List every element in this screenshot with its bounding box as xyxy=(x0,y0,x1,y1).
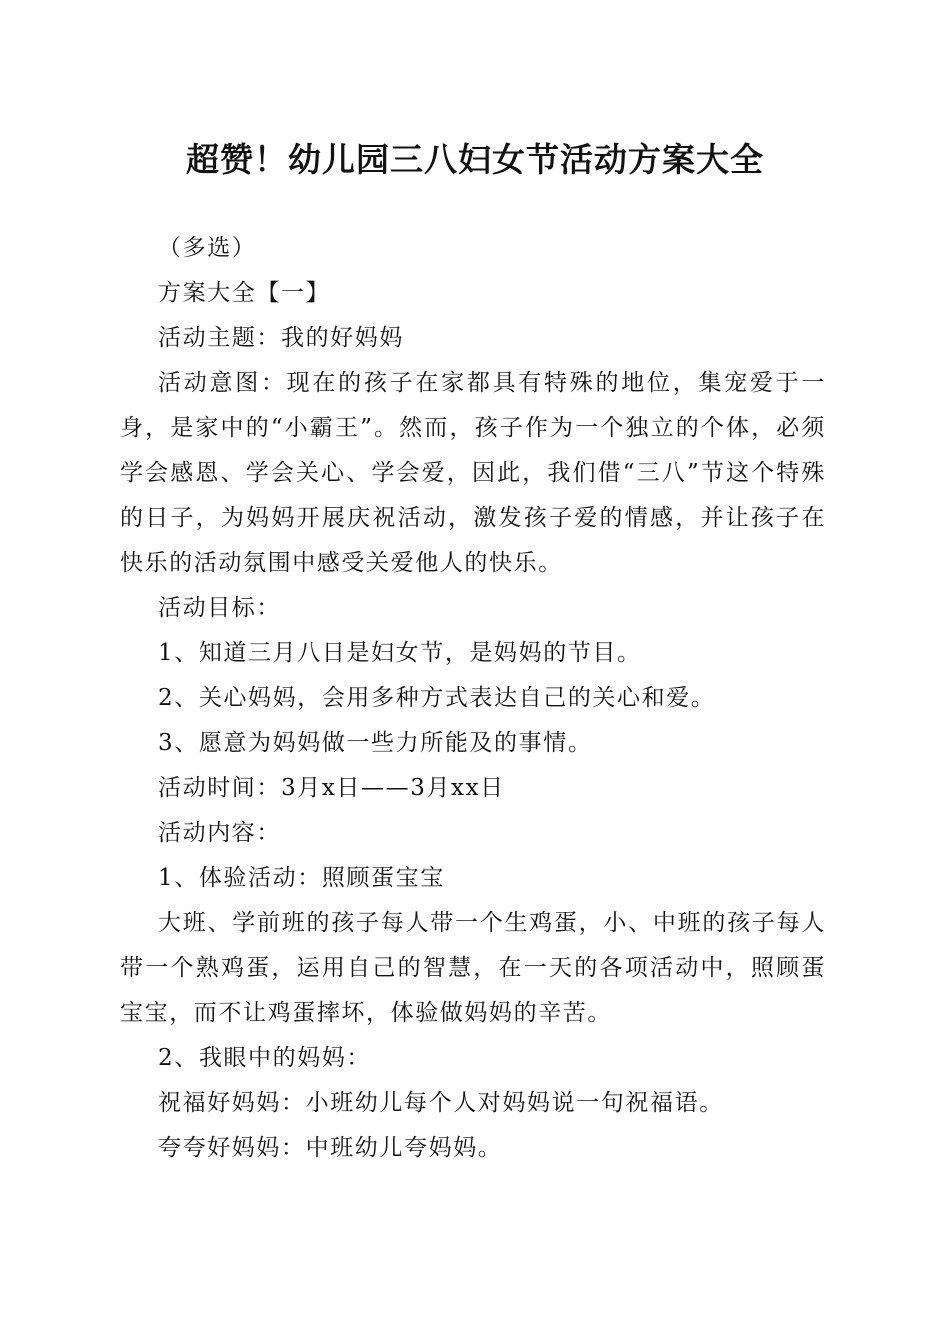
paragraph-activity-content-heading: 活动内容： xyxy=(158,820,281,846)
paragraph-praise-mom: 夸夸好妈妈：中班幼儿夸妈妈。 xyxy=(158,1135,503,1161)
document-body xyxy=(120,226,826,1171)
paragraph-activity-time: 活动时间：3月x日——3月xx日 xyxy=(158,775,505,801)
paragraph-activity-goals-heading: 活动目标： xyxy=(158,595,281,621)
paragraph-goal-3: 3、愿意为妈妈做一些力所能及的事情。 xyxy=(158,730,593,756)
paragraph-bless-mom: 祝福好妈妈：小班幼儿每个人对妈妈说一句祝福语。 xyxy=(158,1090,724,1116)
paragraph-multi-select: （多选） xyxy=(158,235,257,261)
document-title: 超赞！幼儿园三八妇女节活动方案大全 xyxy=(186,140,764,179)
paragraph-content-1-detail: 大班、学前班的孩子每人带一个生鸡蛋，小、中班的孩子每人带一个熟鸡蛋，运用自己的智慧，在一天的各项活动中，照顾蛋宝宝，而不让鸡蛋摔坏，体验做妈妈的辛苦。 xyxy=(120,910,826,1026)
paragraph-activity-theme: 活动主题：我的好妈妈 xyxy=(158,325,404,351)
paragraph-activity-intent: 活动意图：现在的孩子在家都具有特殊的地位，集宠爱于一身，是家中的“小霸王”。然而，孩子作为一个独立的个体，必须学会感恩、学会关心、学会爱，因此，我们借“三八”节这个特殊的日子，为妈妈开展庆祝活动，激发孩子爱的情感，并让孩子在快乐的活动氛围中感受关爱他人的快乐。 xyxy=(120,370,826,576)
paragraph-goal-1: 1、知道三月八日是妇女节，是妈妈的节目。 xyxy=(158,640,642,666)
paragraph-goal-2: 2、关心妈妈，会用多种方式表达自己的关心和爱。 xyxy=(158,685,716,711)
paragraph-content-2-heading: 2、我眼中的妈妈： xyxy=(158,1045,372,1071)
paragraph-plan-one-heading: 方案大全【一】 xyxy=(158,280,331,306)
paragraph-content-1-heading: 1、体验活动：照顾蛋宝宝 xyxy=(158,865,445,891)
